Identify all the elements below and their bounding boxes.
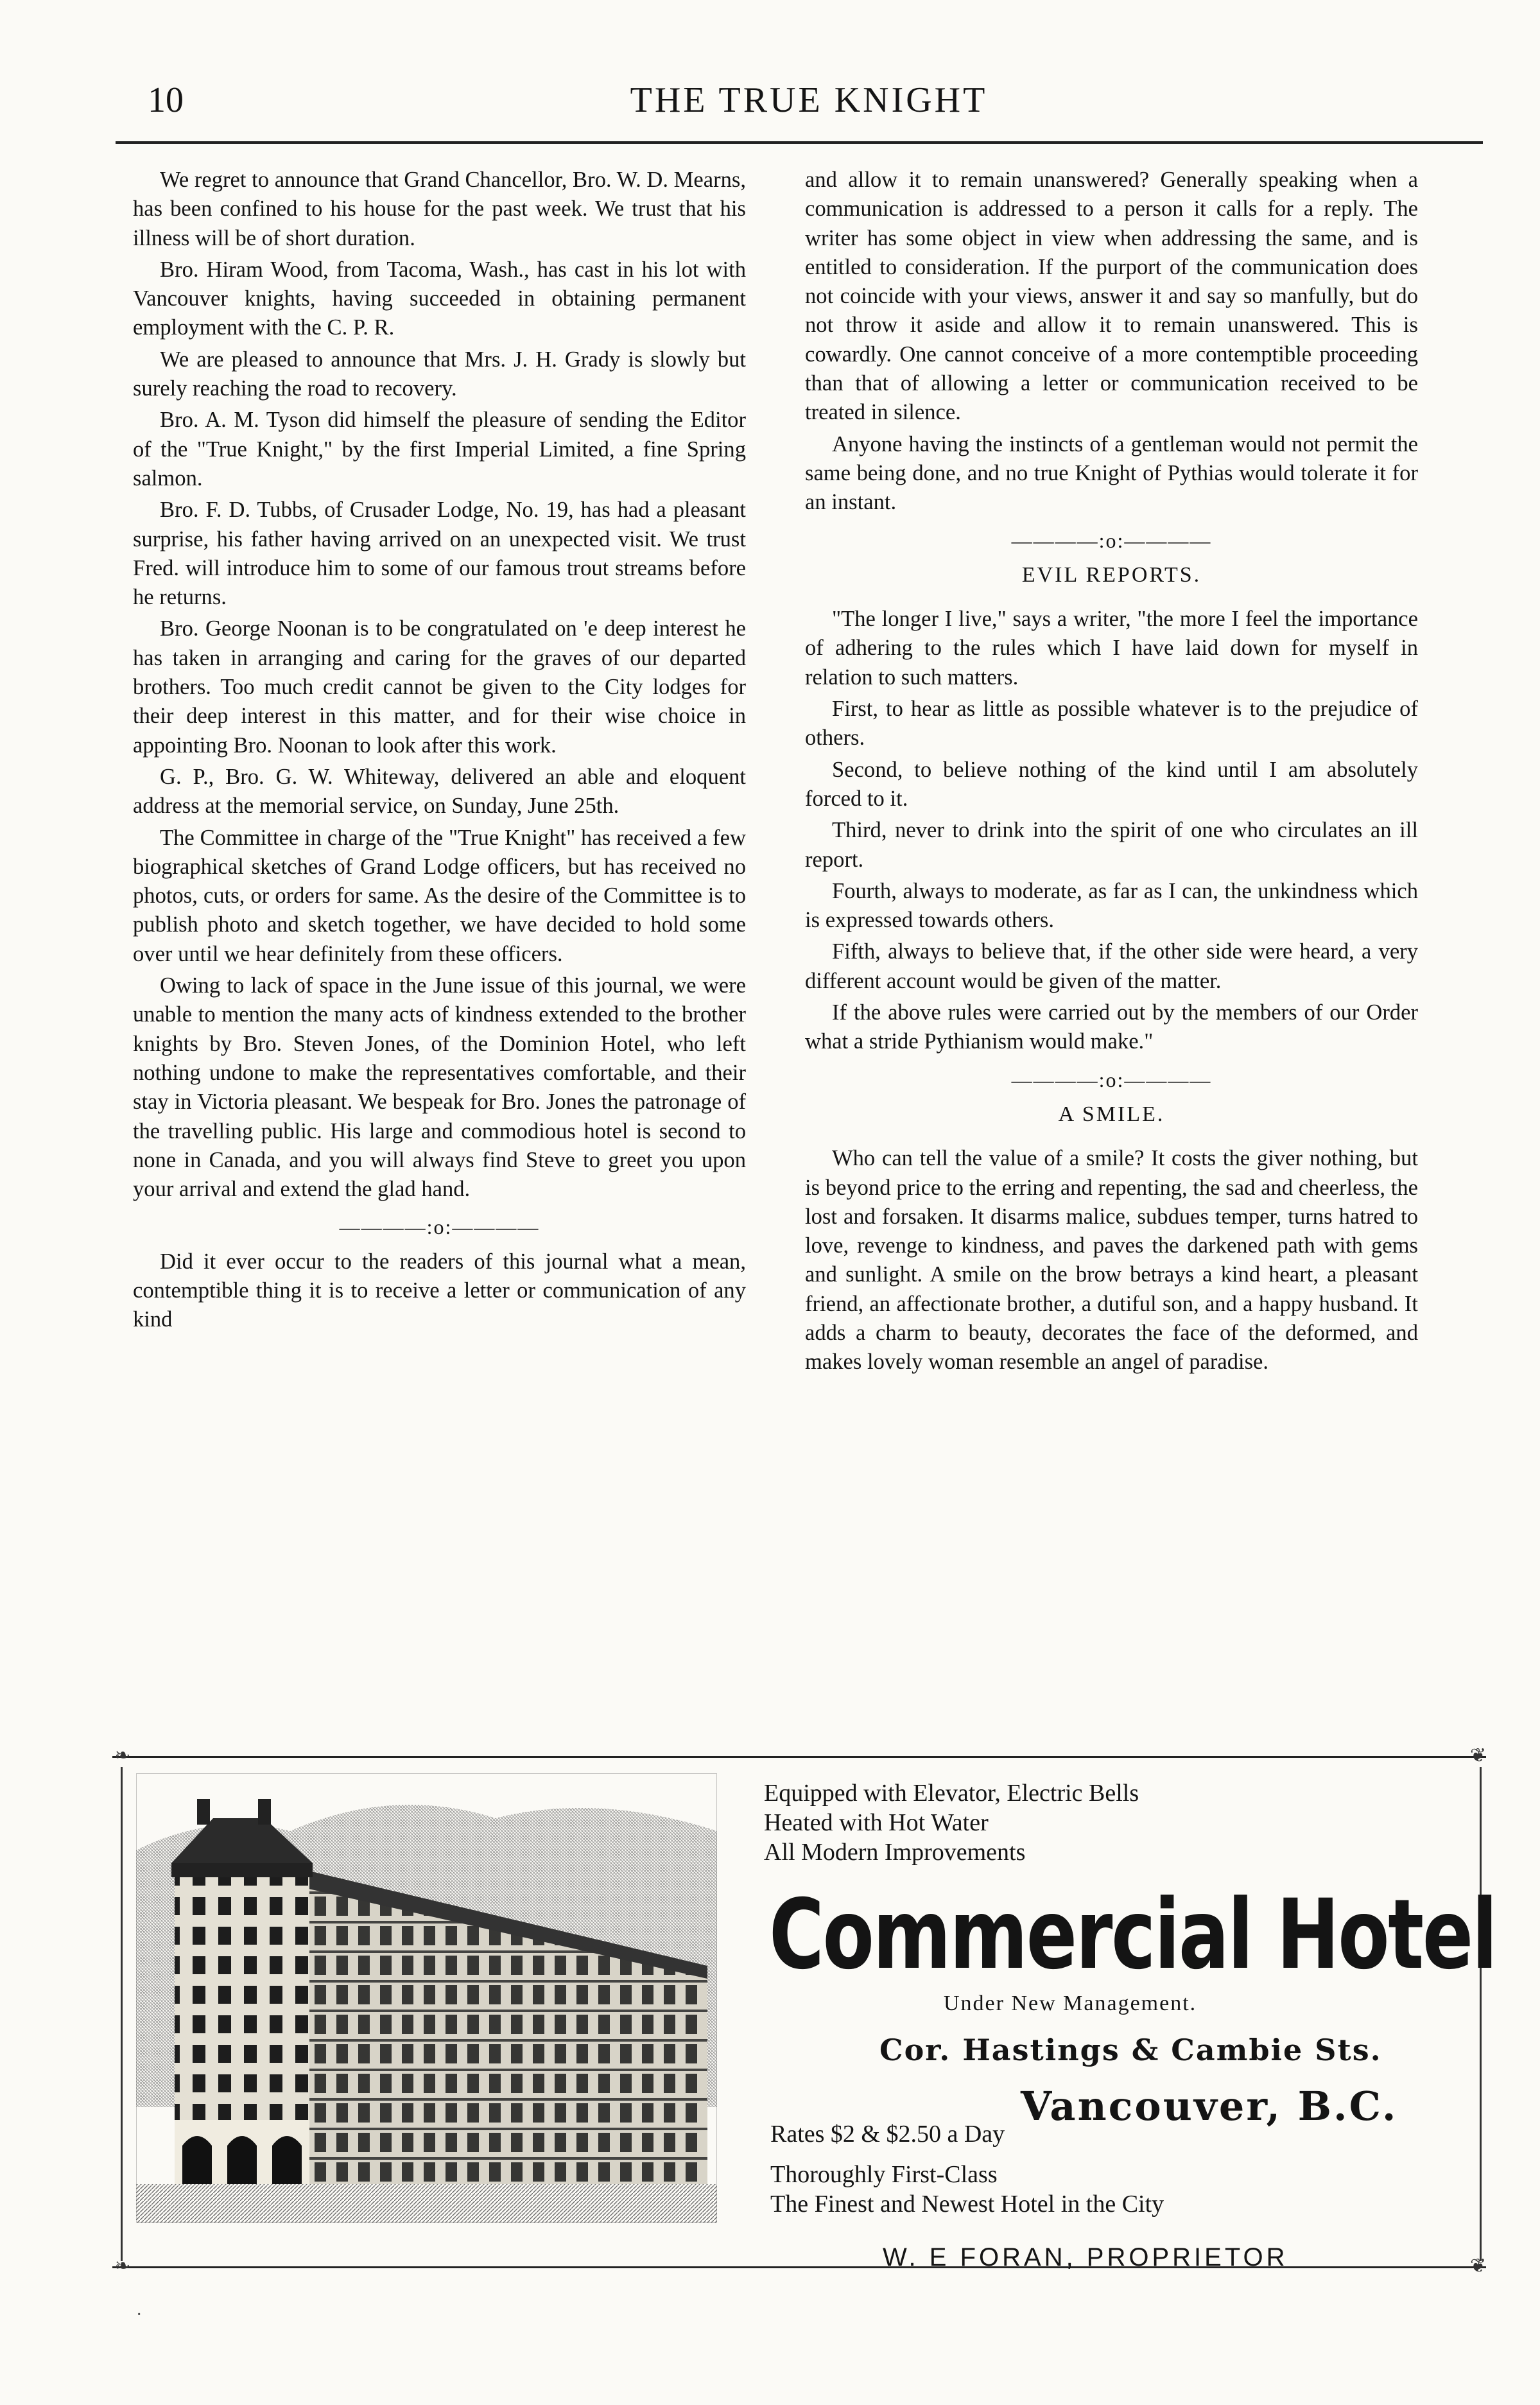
section-separator: ————:o:———— xyxy=(1011,1068,1212,1091)
page-number: 10 xyxy=(148,80,184,120)
feature-line: All Modern Improvements xyxy=(764,1839,1026,1866)
hotel-advertisement xyxy=(764,1778,1496,2272)
page-header xyxy=(135,76,1483,127)
ad-right-border xyxy=(1480,1767,1482,2261)
ad-top-rule xyxy=(112,1756,1486,1758)
feature-line: Equipped with Elevator, Electric Bells xyxy=(764,1780,1139,1807)
tagline: The Finest and Newest Hotel in the City xyxy=(770,2191,1164,2218)
corner-ornament-icon: ❦ xyxy=(1470,2255,1487,2277)
corner-ornament-icon: ❧ xyxy=(114,1745,131,1766)
section-separator: ————:o:———— xyxy=(339,1215,540,1239)
rates-row xyxy=(764,2083,1470,2160)
news-paragraph: Owing to lack of space in the June issue of this journal, we were unable to mention the many acts of kindness extended to the brother knights by Bro. Steven Jones, of the Dominion Hotel, who left nothing undone to make the representatives comfortable, and their stay in Victoria pleasant. We bespeak for Bro. Jones the patronage of the travelling public. His large and commodious hotel is second to none in Canada, and you will always find Steve to greet you upon your arrival and extend the glad hand. xyxy=(133,973,746,1202)
hotel-city: Vancouver, B.C. xyxy=(1021,2083,1398,2130)
right-column xyxy=(805,166,1418,1380)
header-rule xyxy=(116,141,1483,144)
news-paragraph: Fourth, always to moderate, as far as I can, the unkindness which is expressed towards others. xyxy=(805,878,1418,933)
running-title: THE TRUE KNIGHT xyxy=(630,80,988,120)
news-paragraph: Anyone having the instincts of a gentleman would not permit the same being done, and no true Knight of Pythias would tolerate it for an instant. xyxy=(805,431,1418,515)
section-title-a-smile: A SMILE. xyxy=(1058,1102,1165,1126)
news-paragraph: If the above rules were carried out by the members of our Order what a stride Pythianism would make." xyxy=(805,1000,1418,1054)
news-paragraph: Who can tell the value of a smile? It costs the giver nothing, but is beyond price to the erring and repenting, the sad and cheerless, the lost and forsaken. It disarms malice, subdues temper, turns hatred to love, revenge to kindness, and paves the darkened path with gems and sunlight. A smile on the brow betrays a kind heart, a pleasant friend, an affectionate brother, a dutiful son, and a happy husband. It adds a charm to beauty, decorates the face of the deformed, and makes lovely woman resemble an angel of paradise. xyxy=(805,1146,1418,1375)
corner-ornament-icon: ❧ xyxy=(114,2255,131,2277)
news-paragraph: Did it ever occur to the readers of this journal what a mean, contemptible thing it is to receive a letter or communication of any kind xyxy=(133,1249,746,1332)
tagline: Thoroughly First-Class xyxy=(770,2161,998,2188)
news-paragraph: Bro. George Noonan is to be congratulated on 'e deep interest he has taken in arranging and caring for the graves of our departed brothers. Too much credit cannot be given to the City lodges for their deep interest in this matter, and for their wise choice in appointing Bro. Noonan to look after this work. xyxy=(133,616,746,758)
proprietor-line: W. E FORAN, PROPRIETOR xyxy=(883,2243,1288,2271)
news-paragraph: G. P., Bro. G. W. Whiteway, delivered an able and eloquent address at the memorial service, on Sunday, June 25th. xyxy=(133,764,746,819)
section-title-evil-reports: EVIL REPORTS. xyxy=(1021,562,1202,587)
corner-ornament-icon: ❦ xyxy=(1470,1745,1487,1766)
hotel-address: Cor. Hastings & Cambie Sts. xyxy=(879,2033,1382,2067)
news-paragraph: Third, never to drink into the spirit of one who circulates an ill report. xyxy=(805,818,1418,872)
hotel-name: Commercial Hotel xyxy=(769,1879,1496,1991)
feature-line: Heated with Hot Water xyxy=(764,1809,989,1836)
section-separator: ————:o:———— xyxy=(1011,528,1212,552)
news-paragraph: We are pleased to announce that Mrs. J. H. Grady is slowly but surely reaching the road to recovery. xyxy=(133,347,746,401)
news-paragraph: and allow it to remain unanswered? Generally speaking when a communication is addressed to a person it calls for a reply. The writer has some object in view when addressing the same, and is entitled to consideration. If the purport of the communication does not coincide with your views, answer it and say so manfully, but do not throw it aside and allow it to remain unanswered. This is cowardly. One cannot conceive of a more contemptible proceeding than that of allowing a letter or communication received to be treated in silence. xyxy=(805,168,1418,425)
management-note: Under New Management. xyxy=(944,1992,1197,2015)
news-paragraph: "The longer I live," says a writer, "the more I feel the importance of adhering to the rules which I have laid down for myself in relation to such matters. xyxy=(805,607,1418,690)
room-rates: Rates $2 & $2.50 a Day xyxy=(770,2121,1005,2148)
news-paragraph: We regret to announce that Grand Chancellor, Bro. W. D. Mearns, has been confined to his house for the past week. We trust that his illness will be of short duration. xyxy=(133,168,746,250)
news-paragraph: First, to hear as little as possible whatever is to the prejudice of others. xyxy=(805,697,1418,751)
news-paragraph: Bro. Hiram Wood, from Tacoma, Wash., has cast in his lot with Vancouver knights, having succeeded in obtaining permanent employment with the C. P. R. xyxy=(133,257,746,340)
news-paragraph: Fifth, always to believe that, if the other side were heard, a very different account would be given of the matter. xyxy=(805,939,1418,993)
margin-mark: · xyxy=(136,2305,143,2325)
ad-left-border xyxy=(121,1767,123,2261)
news-paragraph: The Committee in charge of the "True Knight" has received a few biographical sketches of Grand Lodge officers, but has received no photos, cuts, or orders for same. As the desire of the Committee is to publish photo and sketch together, we have decided to hold some over until we hear definitely from these officers. xyxy=(133,825,746,966)
news-paragraph: Bro. F. D. Tubbs, of Crusader Lodge, No. 19, has had a pleasant surprise, his father having arrived on an unexpected visit. We trust Fred. will introduce him to some of our famous trout streams before he returns. xyxy=(133,498,746,610)
left-column xyxy=(133,166,746,1337)
news-paragraph: Bro. A. M. Tyson did himself the pleasure of sending the Editor of the "True Knight," by the first Imperial Limited, a fine Spring salmon. xyxy=(133,408,746,491)
news-paragraph: Second, to believe nothing of the kind until I am absolutely forced to it. xyxy=(805,757,1418,811)
hotel-building-engraving xyxy=(136,1773,717,2223)
